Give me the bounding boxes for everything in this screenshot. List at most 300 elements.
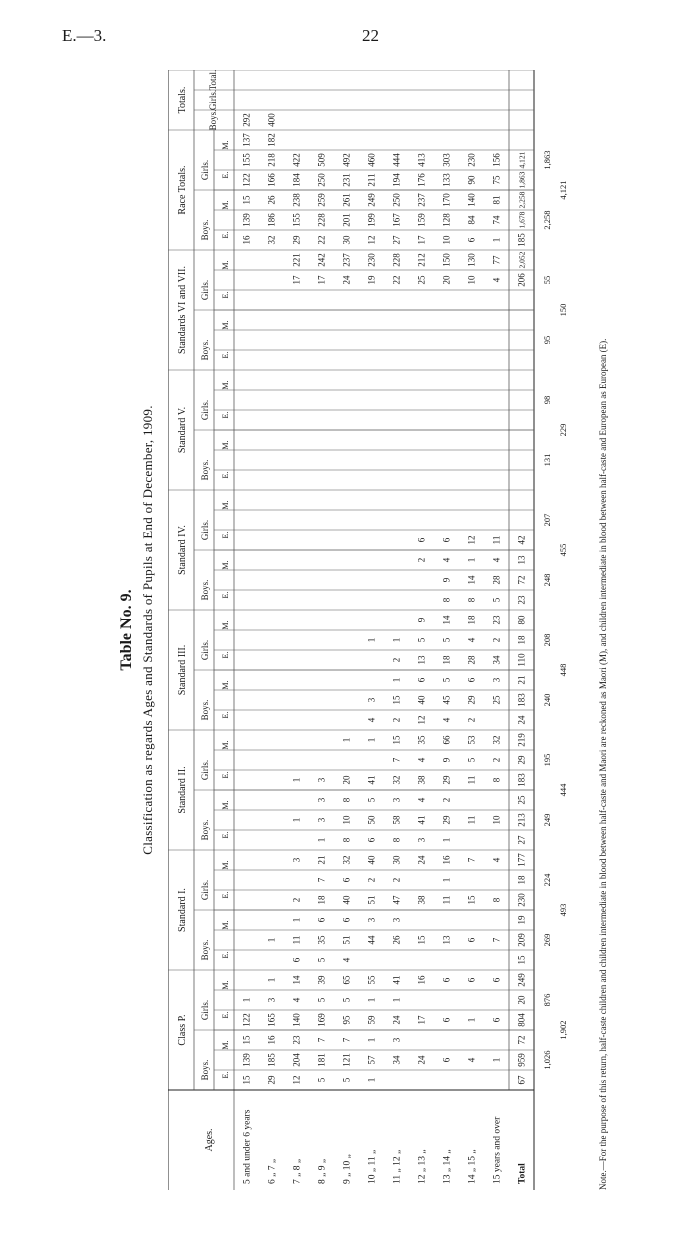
table-cell: 242 (316, 253, 327, 267)
table-cell: 199 (366, 213, 377, 227)
table-cell: 150 (441, 253, 452, 267)
table-cell: 14 (291, 975, 302, 985)
table-cell: 176 (416, 173, 427, 187)
race-header-m: M. (221, 920, 230, 930)
table-cell: 7 (341, 1037, 352, 1043)
race-header-e: E. (221, 771, 230, 779)
table-cell: 181 (316, 1053, 327, 1067)
total-cell: 29 (516, 755, 527, 765)
race-header-e: E. (221, 711, 230, 719)
table-cell: 2 (391, 657, 402, 663)
table-cell: 16 (241, 235, 252, 245)
table-cell: 19 (366, 275, 377, 285)
table-cell: 23 (291, 1035, 302, 1045)
race-header-m: M. (221, 800, 230, 810)
total-cell: 67 (516, 1075, 527, 1085)
group-subtotal: 444 (558, 783, 568, 797)
group-header-4: Standard IV. (177, 525, 188, 575)
table-footnote: Note.—For the purpose of this return, half-caste children and children intermediate in blood between half-caste and Maori are reckoned as Maori (M), and children intermediate in blood between half-caste and European as European (E). (598, 338, 608, 1190)
boys-girls-subtotal: 269 (542, 933, 552, 947)
age-row-label: 8 „ 9 „ (317, 1158, 328, 1184)
total-cell: 183 (516, 773, 527, 787)
table-cell: 237 (341, 253, 352, 267)
table-cell: 10 (341, 815, 352, 825)
group-header-7: Race Totals. (177, 165, 188, 215)
boys-header: Boys. (200, 699, 210, 721)
table-cell: 5 (316, 957, 327, 963)
total-cell: 219 (516, 733, 527, 747)
table-cell: 8 (466, 597, 477, 603)
total-cell: 249 (516, 973, 527, 987)
total-cell: 206 (516, 273, 527, 287)
group-subtotal: 229 (558, 423, 568, 437)
table-cell: 212 (416, 253, 427, 267)
age-row-label: 6 „ 7 „ (267, 1158, 278, 1184)
table-cell: 10 (491, 815, 502, 825)
table-cell: 4 (491, 557, 502, 563)
boys-girls-subtotal: 195 (542, 753, 552, 767)
boys-girls-subtotal: 131 (542, 453, 552, 467)
table-cell: 7 (316, 1037, 327, 1043)
group-subtotal: 4,121 (558, 180, 568, 200)
table-cell: 156 (491, 153, 502, 167)
table-cell: 8 (391, 837, 402, 843)
race-header-m: M. (221, 620, 230, 630)
table-cell: 22 (316, 235, 327, 245)
table-cell: 4 (441, 557, 452, 563)
table-cell: 170 (441, 193, 452, 207)
table-cell: 35 (316, 935, 327, 945)
race-header-e: E. (221, 951, 230, 959)
table-cell: 1 (366, 997, 377, 1003)
group-subtotal: 493 (558, 903, 568, 917)
table-cell: 159 (416, 213, 427, 227)
table-cell: 18 (441, 655, 452, 665)
table-cell: 422 (291, 153, 302, 167)
table-cell: 1 (366, 637, 377, 643)
table-cell: 230 (466, 153, 477, 167)
table-cell: 34 (491, 655, 502, 665)
race-header-m: M. (221, 860, 230, 870)
table-cell: 20 (341, 775, 352, 785)
table-cell: 75 (491, 175, 502, 185)
table-cell: 16 (441, 855, 452, 865)
table-cell: 4 (466, 637, 477, 643)
table-cell: 1 (366, 1037, 377, 1043)
total-cell: 2,052 (517, 251, 527, 269)
table-cell: 12 (366, 235, 377, 245)
table-cell: 1 (266, 937, 277, 943)
table-cell: 4 (291, 997, 302, 1003)
race-header-e: E. (221, 891, 230, 899)
table-cell: 3 (291, 857, 302, 863)
table-cell: 40 (366, 855, 377, 865)
table-cell: 11 (441, 895, 452, 905)
table-cell: 16 (416, 975, 427, 985)
boys-girls-subtotal: 208 (542, 633, 552, 647)
table-cell: 2 (291, 897, 302, 903)
race-header-m: M. (221, 260, 230, 270)
table-cell: 40 (341, 895, 352, 905)
table-cell: 4 (416, 757, 427, 763)
table-cell: 65 (341, 975, 352, 985)
table-cell: 204 (291, 1053, 302, 1067)
table-cell: 1 (466, 1017, 477, 1023)
table-cell: 3 (391, 917, 402, 923)
table-cell: 29 (441, 815, 452, 825)
table-cell: 184 (291, 173, 302, 187)
table-cell: 5 (491, 597, 502, 603)
table-cell: 15 (241, 195, 252, 205)
total-cell: 213 (516, 813, 527, 827)
table-cell: 6 (491, 977, 502, 983)
race-header-e: E. (221, 1011, 230, 1019)
table-cell: 35 (416, 735, 427, 745)
group-subtotal: 150 (558, 303, 568, 317)
table-cell: 7 (466, 857, 477, 863)
table-cell: 11 (466, 815, 477, 825)
table-cell: 6 (466, 237, 477, 243)
table-cell: 261 (341, 193, 352, 207)
girls-header: Girls. (200, 159, 210, 181)
race-header-m: M. (221, 380, 230, 390)
total-cell: 72 (516, 1035, 527, 1045)
table-cell: 11 (291, 935, 302, 945)
total-cell: 13 (516, 555, 527, 565)
table-cell: 32 (491, 735, 502, 745)
table-cell: 24 (416, 855, 427, 865)
table-cell: 5 (466, 757, 477, 763)
table-cell: 2 (466, 717, 477, 723)
table-cell: 6 (441, 537, 452, 543)
table-cell: 166 (266, 173, 277, 187)
table-cell: 1 (391, 677, 402, 683)
table-cell: 8 (491, 777, 502, 783)
table-cell: 3 (366, 697, 377, 703)
total-cell: 18 (516, 635, 527, 645)
table-cell: 15 (391, 695, 402, 705)
table-cell: 11 (491, 535, 502, 545)
boys-girls-subtotal: 224 (542, 873, 552, 887)
total-cell: 21 (516, 675, 527, 685)
table-cell: 16 (266, 1035, 277, 1045)
table-cell: 17 (291, 275, 302, 285)
table-cell: 133 (441, 173, 452, 187)
table-cell: 29 (441, 775, 452, 785)
table-cell: 6 (291, 957, 302, 963)
table-cell: 14 (441, 615, 452, 625)
table-cell: 139 (241, 213, 252, 227)
boys-girls-subtotal: 240 (542, 693, 552, 707)
table-cell: 29 (266, 1075, 277, 1085)
table-cell: 38 (416, 895, 427, 905)
rotated-table-block (110, 70, 630, 1190)
table-cell: 18 (466, 615, 477, 625)
total-cell: 4,121 (517, 151, 527, 169)
boys-header: Boys. (200, 579, 210, 601)
table-cell: 5 (441, 677, 452, 683)
table-cell: 292 (241, 113, 252, 127)
table-cell: 3 (316, 817, 327, 823)
total-cell: 804 (516, 1013, 527, 1027)
total-cell: 230 (516, 893, 527, 907)
table-cell: 20 (441, 275, 452, 285)
table-cell: 6 (466, 677, 477, 683)
table-subtitle: Classification as regards Ages and Standards of Pupils at End of December, 1909. (140, 405, 155, 855)
table-cell: 22 (391, 275, 402, 285)
table-cell: 3 (316, 797, 327, 803)
table-cell: 2 (491, 637, 502, 643)
totals-total-header: Total. (208, 70, 218, 91)
total-cell: 1,863 (517, 171, 527, 189)
table-cell: 4 (466, 1057, 477, 1063)
table-cell: 24 (391, 1015, 402, 1025)
total-cell: 15 (516, 955, 527, 965)
race-header-m: M. (221, 320, 230, 330)
total-cell: 177 (516, 853, 527, 867)
table-cell: 24 (341, 275, 352, 285)
table-cell: 57 (366, 1055, 377, 1065)
totals-girls-header: Girls. (208, 89, 218, 111)
table-cell: 228 (316, 213, 327, 227)
table-cell: 17 (416, 1015, 427, 1025)
table-cell: 1 (291, 777, 302, 783)
table-cell: 2 (391, 717, 402, 723)
table-cell: 1 (366, 737, 377, 743)
table-cell: 77 (491, 255, 502, 265)
total-cell: 1,678 (517, 211, 527, 229)
boys-girls-subtotal: 55 (542, 275, 552, 285)
table-cell: 27 (391, 235, 402, 245)
boys-girls-subtotal: 876 (542, 993, 552, 1007)
age-row-label: 7 „ 8 „ (292, 1158, 303, 1184)
group-header-2: Standard II. (177, 766, 188, 814)
race-header-e: E. (221, 1071, 230, 1079)
table-cell: 230 (366, 253, 377, 267)
table-cell: 155 (241, 153, 252, 167)
totals-boys-header: Boys. (208, 109, 218, 131)
total-cell: 2,258 (517, 191, 527, 209)
age-row-label: 13 „ 14 „ (442, 1149, 453, 1184)
table-cell: 53 (466, 735, 477, 745)
age-row-label: 10 „ 11 „ (367, 1149, 378, 1184)
ages-header: Ages. (204, 1128, 215, 1152)
group-subtotal: 455 (558, 543, 568, 557)
total-cell: 183 (516, 693, 527, 707)
table-cell: 28 (491, 575, 502, 585)
boys-girls-subtotal: 207 (542, 513, 552, 527)
table-cell: 51 (366, 895, 377, 905)
classification-table (168, 70, 588, 1190)
table-cell: 4 (341, 957, 352, 963)
girls-header: Girls. (200, 759, 210, 781)
page-number: 22 (362, 26, 379, 45)
table-cell: 95 (341, 1015, 352, 1025)
table-cell: 8 (341, 837, 352, 843)
table-cell: 59 (366, 1015, 377, 1025)
table-cell: 11 (466, 775, 477, 785)
race-header-e: E. (221, 591, 230, 599)
table-cell: 5 (316, 1077, 327, 1083)
table-cell: 21 (316, 855, 327, 865)
race-header-e: E. (221, 351, 230, 359)
table-cell: 5 (316, 997, 327, 1003)
boys-header: Boys. (200, 939, 210, 961)
table-cell: 1 (291, 817, 302, 823)
race-header-e: E. (221, 411, 230, 419)
total-cell: 27 (516, 835, 527, 845)
table-cell: 6 (316, 917, 327, 923)
table-cell: 130 (466, 253, 477, 267)
group-header-0: Class P. (177, 1014, 188, 1046)
age-row-label: 15 years and over (492, 1116, 503, 1184)
table-cell: 185 (266, 1053, 277, 1067)
table-cell: 8 (341, 797, 352, 803)
table-cell: 4 (491, 857, 502, 863)
table-cell: 201 (341, 213, 352, 227)
age-row-label: 12 „ 13 „ (417, 1149, 428, 1184)
table-cell: 29 (466, 695, 477, 705)
table-cell: 6 (366, 837, 377, 843)
table-cell: 194 (391, 173, 402, 187)
boys-header: Boys. (200, 1059, 210, 1081)
table-cell: 182 (266, 133, 277, 147)
group-subtotal: 1,902 (558, 1020, 568, 1040)
table-cell: 303 (441, 153, 452, 167)
table-cell: 6 (491, 1017, 502, 1023)
age-row-label: 14 „ 15 „ (467, 1149, 478, 1184)
race-header-e: E. (221, 231, 230, 239)
table-cell: 15 (466, 895, 477, 905)
table-cell: 211 (366, 173, 377, 187)
table-cell: 1 (341, 737, 352, 743)
table-cell: 23 (491, 615, 502, 625)
boys-girls-subtotal: 1,863 (542, 150, 552, 170)
race-header-e: E. (221, 291, 230, 299)
table-cell: 3 (391, 1037, 402, 1043)
table-cell: 26 (391, 935, 402, 945)
table-cell: 25 (416, 275, 427, 285)
table-cell: 17 (316, 275, 327, 285)
table-cell: 237 (416, 193, 427, 207)
total-cell: 80 (516, 615, 527, 625)
table-cell: 1 (241, 997, 252, 1003)
table-cell: 3 (366, 917, 377, 923)
table-cell: 5 (366, 797, 377, 803)
table-cell: 1 (391, 637, 402, 643)
table-cell: 6 (466, 937, 477, 943)
table-cell: 30 (391, 855, 402, 865)
table-cell: 509 (316, 153, 327, 167)
table-cell: 81 (491, 195, 502, 205)
table-cell: 3 (266, 997, 277, 1003)
total-cell: 110 (516, 653, 527, 667)
table-cell: 8 (491, 897, 502, 903)
race-header-e: E. (221, 531, 230, 539)
age-row-label: 9 „ 10 „ (342, 1154, 353, 1184)
table-cell: 1 (291, 917, 302, 923)
table-cell: 2 (391, 877, 402, 883)
table-cell: 250 (391, 193, 402, 207)
table-cell: 5 (416, 637, 427, 643)
table-cell: 6 (441, 1017, 452, 1023)
table-cell: 1 (266, 977, 277, 983)
girls-header: Girls. (200, 519, 210, 541)
table-cell: 8 (441, 597, 452, 603)
table-cell: 9 (441, 577, 452, 583)
race-header-m: M. (221, 500, 230, 510)
table-cell: 400 (266, 113, 277, 127)
race-header-m: M. (221, 740, 230, 750)
table-cell: 15 (391, 735, 402, 745)
table-cell: 15 (241, 1035, 252, 1045)
table-cell: 9 (416, 617, 427, 623)
table-cell: 6 (341, 917, 352, 923)
race-header-e: E. (221, 831, 230, 839)
table-cell: 2 (491, 757, 502, 763)
total-cell: 19 (516, 915, 527, 925)
table-cell: 12 (466, 535, 477, 545)
table-cell: 25 (491, 695, 502, 705)
table-cell: 250 (316, 173, 327, 187)
table-cell: 238 (291, 193, 302, 207)
table-cell: 4 (416, 797, 427, 803)
girls-header: Girls. (200, 399, 210, 421)
table-cell: 26 (266, 195, 277, 205)
table-cell: 3 (391, 797, 402, 803)
total-cell: 24 (516, 715, 527, 725)
table-cell: 218 (266, 153, 277, 167)
table-cell: 4 (366, 717, 377, 723)
table-cell: 24 (416, 1055, 427, 1065)
boys-girls-subtotal: 2,258 (542, 210, 552, 230)
table-cell: 13 (441, 935, 452, 945)
table-cell: 5 (341, 1077, 352, 1083)
table-cell: 3 (416, 837, 427, 843)
table-cell: 1 (316, 837, 327, 843)
race-header-m: M. (221, 140, 230, 150)
race-header-m: M. (221, 1040, 230, 1050)
table-cell: 2 (366, 877, 377, 883)
table-cell: 4 (491, 277, 502, 283)
table-cell: 7 (391, 757, 402, 763)
total-cell: 20 (516, 995, 527, 1005)
table-cell: 15 (416, 935, 427, 945)
table-cell: 140 (466, 193, 477, 207)
table-cell: 41 (391, 975, 402, 985)
table-cell: 39 (316, 975, 327, 985)
table-cell: 492 (341, 153, 352, 167)
table-cell: 444 (391, 153, 402, 167)
girls-header: Girls. (200, 639, 210, 661)
boys-header: Boys. (200, 459, 210, 481)
age-row-label: 5 and under 6 years (242, 1109, 253, 1184)
table-cell: 32 (341, 855, 352, 865)
table-cell: 122 (241, 173, 252, 187)
table-cell: 6 (466, 977, 477, 983)
document-code: E.—3. (62, 26, 107, 45)
table-cell: 139 (241, 1053, 252, 1067)
table-cell: 6 (341, 877, 352, 883)
table-cell: 460 (366, 153, 377, 167)
race-header-e: E. (221, 171, 230, 179)
table-cell: 15 (241, 1075, 252, 1085)
table-cell: 13 (416, 655, 427, 665)
table-cell: 169 (316, 1013, 327, 1027)
table-cell: 3 (316, 777, 327, 783)
table-cell: 1 (391, 997, 402, 1003)
table-cell: 12 (416, 715, 427, 725)
